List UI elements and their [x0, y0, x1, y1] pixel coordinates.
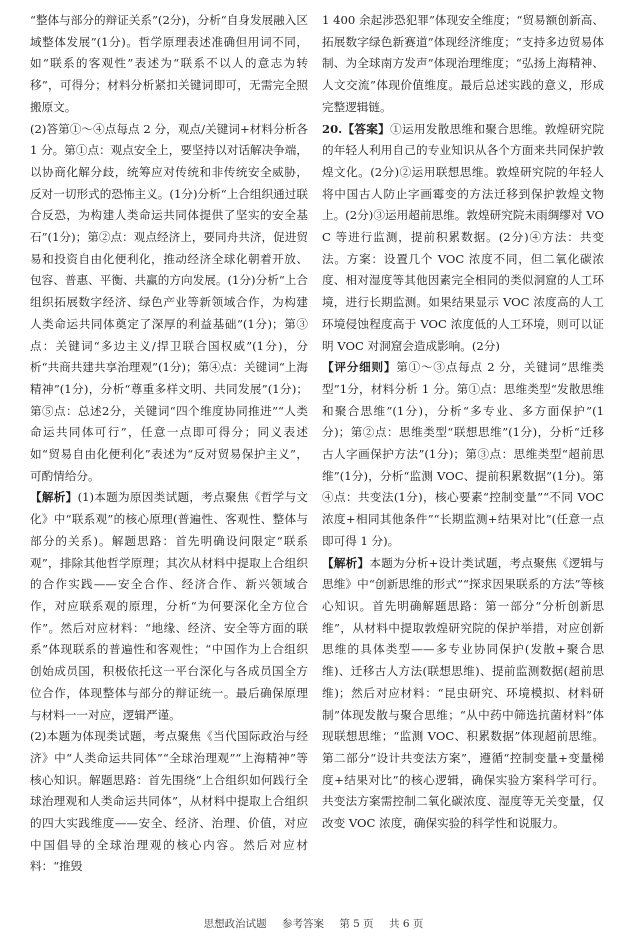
question-20-answer: [322, 119, 604, 358]
answer-text: ①运用发散思维和聚合思维。敦煌研究院的年轻人利用自己的专业知识从各个方面来共同保护敦煌文化。(2分)②运用联想思维。敦煌研究院的年轻人将中国古人防止字画霉变的方法迁移到保护敦煌文物上。(2分)③运用超前思维。敦煌研究院未雨绸缪对 VOC 等进行监测，提前积累数据。(2分)④方法：共变法。方案：设置几个 VOC 浓度不同，但二氧化碳浓度、相对湿度等其他因素完全相同的类似洞窟的人工环境，进行长期监测。如果结果显示 VOC 浓度高的人工环境侵蚀程度高于 VOC 浓度低的人工环境，则可以证明 VOC 对洞窟会造成影响。(2分): [322, 121, 604, 353]
analysis-text-2: 本题为分析+设计类试题，考点聚焦《逻辑与思维》中“创新思维的形式”“探求因果联系的方法”等核心知识。首先明确解题思路：第一部分“分析创新思维”，从材料中提取敦煌研究院的保护举措，对应创新思维的具体类型——多专业协同保护(发散+聚合思维)、迁移古人方法(联想思维)、提前监测数据(超前思维)；然后对应材料：“昆虫研究、环境模拟、材料研制”体现发散与聚合思维；“从中药中筛选抗菌材料”体现联想思维；“监测 VOC、积累数据”体现超前思维。第二部分“设计共变法方案”，遵循“控制变量+变量梯度+结果对比”的核心逻辑，确保实验方案科学可行。共变法方案需控制二氧化碳浓度、湿度等无关变量，仅改变 VOC 浓度，确保实验的科学性和说服力。: [322, 555, 604, 831]
left-analysis-paragraph: [30, 487, 308, 726]
scoring-rules: [322, 357, 604, 552]
left-column: [30, 10, 308, 878]
left-paragraph-2: (2)答第①～④点每点 2 分，观点/关键词+材料分析各 1 分。第①点：观点安全上，要坚持以对话解决争端，以协商化解分歧，统筹应对传统和非传统安全威胁，反对一切形式的恐怖主义。(1分)分析“上合组织通过联合反恐，为构建人类命运共同体提供了坚实的安全基石”(1分)；第②点：观点经济上，要同舟共济，促进贸易和投资自由化便利化，推动经济全球化朝着开放、包容、普惠、平衡、共赢的方向发展。(1分)分析“上合组织拓展数字经济、绿色产业等新领域合作，为构建人类命运共同体奠定了深厚的利益基础”(1分)；第③点：关键词“多边主义/捍卫联合国权威”(1分)，分析“共商共建共享治理观”(1分)；第④点：关键词“上海精神”(1分)，分析“尊重多样文明、共同发展”(1分)；第⑤点：总述2分，关键词“四个维度协同推进”“人类命运共同体可行”，任意一点即可得分；同义表述如“贸易自由化便利化”表述为“反对贸易保护主义”，可酌情给分。: [30, 121, 308, 483]
footer-total: 共 6 页: [389, 918, 424, 930]
question-number: 20.: [322, 121, 343, 136]
scoring-tag: 【评分细则】: [322, 360, 397, 375]
footer-page: 第 5 页: [339, 918, 374, 930]
right-paragraph-1: 1 400 余起涉恐犯罪”体现安全维度；“贸易额创新高、拓展数字绿色新赛道”体现经济维度；“支持多边贸易体制、为全球南方发声”体现治理维度；“弘扬上海精神、人文交流”体现价值维度。最后总述实践的意义，形成完整逻辑链。: [322, 13, 604, 114]
left-paragraph-4: (2)本题为体现类试题，考点聚焦《当代国际政治与经济》中“人类命运共同体”“全球治理观”“上海精神”等核心知识。解题思路：首先围绕“上合组织如何践行全球治理观和人类命运共同体”，从材料中提取上合组织的四大实践维度——安全、经济、治理、价值，对应中国倡导的全球治理观的核心内容。然后对应材料：“推毁: [30, 729, 308, 874]
answer-tag: 【答案】: [342, 121, 391, 136]
left-paragraph-1: “整体与部分的辩证关系”(2分)，分析“自身发展融入区域整体发展”(1分)。哲学原理表述准确但用词不同，如“联系的客观性”表述为“联系不以人的意志为转移”，可得分；材料分析紧扣关键词即可，无需完全照搬原文。: [30, 13, 308, 114]
analysis-tag-2: 【解析】: [322, 555, 370, 570]
scoring-text: 第①～③点每点 2 分，关键词“思维类型”1分，材料分析 1 分。第①点：思维类型“发散思维和聚合思维”(1分)，分析“多专业、多方面保护”(1分)；第②点：思维类型“联想思维”(1分)，分析“迁移古人字画保护方法”(1分)；第③点：思维类型“超前思维”(1分)，分析“监测 VOC、提前积累数据”(1分)。第④点：共变法(1分)，核心要素“控制变量”“不同 VOC 浓度+相同其他条件”“长期监测+结果对比”(任意一点即可得 1 分)。: [322, 360, 604, 548]
footer-subtitle: 参考答案: [281, 918, 324, 930]
analysis-tag: 【解析】: [30, 490, 78, 505]
right-column: [322, 10, 604, 835]
page-footer: [0, 916, 627, 931]
footer-title: 思想政治试题: [203, 918, 267, 930]
analysis-paragraph-2: [322, 553, 604, 835]
analysis-text-1: (1)本题为原因类试题，考点聚焦《哲学与文化》中“联系观”的核心原理(普遍性、客观性、整体与部分的关系)。解题思路：首先明确设问限定“联系观”，排除其他哲学原理；其次从材料中提取上合组织的合作实践——安全合作、经济合作、新兴领域合作，对应联系观的原理，分析“为何要深化全方位合作”。然后对应材料：“地缘、经济、安全等方面的联系”体现联系的普遍性和客观性；“中国作为上合组织创始成员国，积极依托这一平台深化与各成员国全方位合作，体现整体与部分的辩证统一。最后确保原理与材料一一对应，逻辑严谨。: [30, 490, 308, 722]
